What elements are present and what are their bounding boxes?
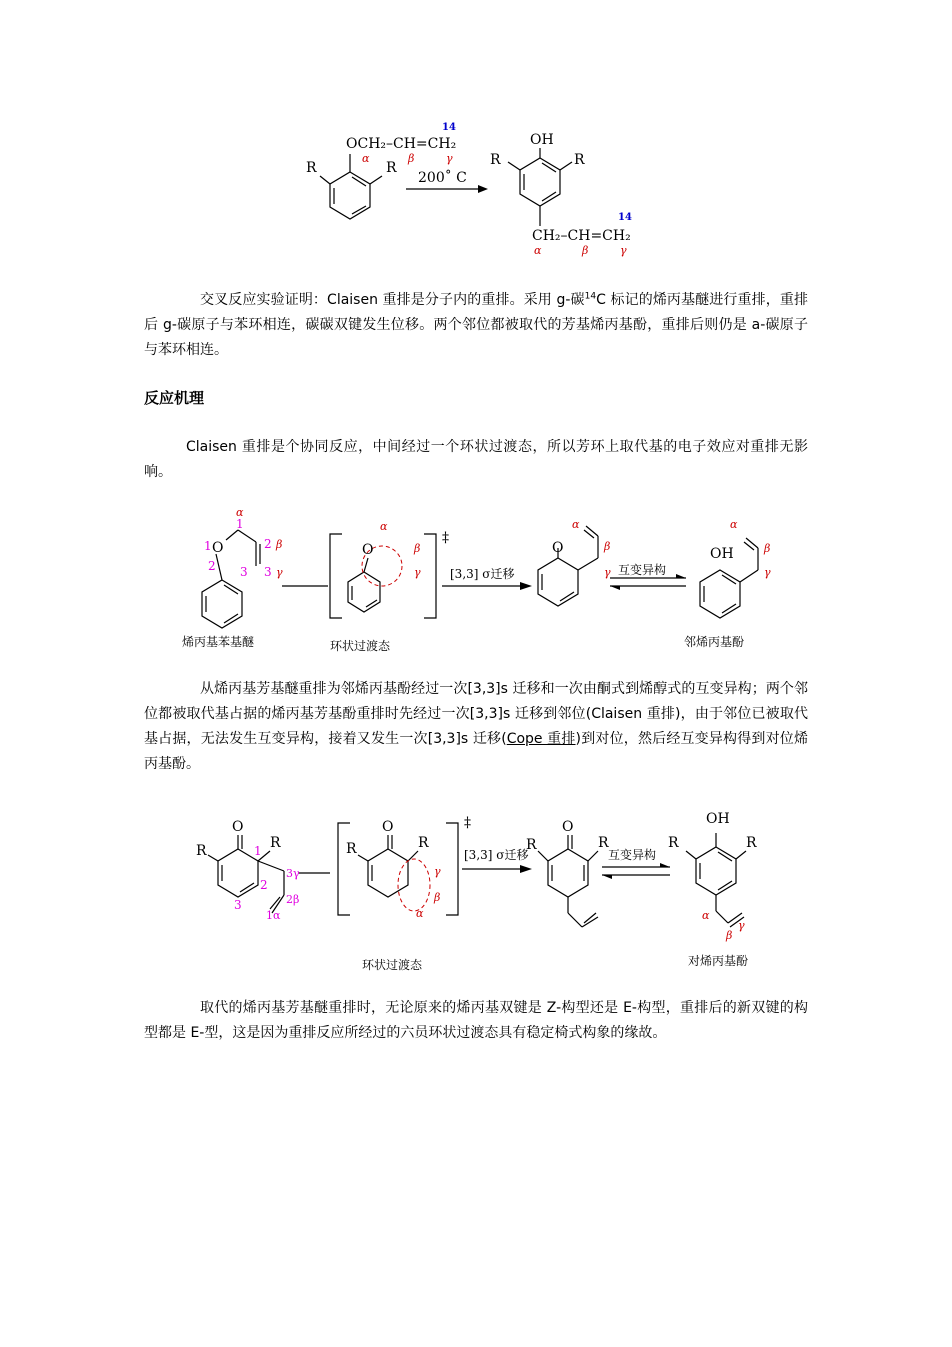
caption-transition-state: 环状过渡态 — [330, 639, 391, 653]
shift-label: [3,3] σ迁移 — [450, 567, 515, 581]
oxygen-ts: O — [362, 542, 374, 558]
gamma-right: γ — [620, 244, 627, 257]
paragraph-e-configuration: 取代的烯丙基芳基醚重排时，无论原来的烯丙基双键是 Z-构型还是 E-构型，重排后的新双键的构型都是 E-型，这是因为重排反应所经过的六员环状过渡态具有稳定椅式构象的缘故。 — [144, 1000, 808, 1041]
beta-left: β — [276, 538, 283, 551]
paragraph1-part-b: C 标记的烯丙基醚进行重排，重排后 g-碳原子与苯环相连，碳碳双键发生位移。两个邻位都被取代的芳基烯丙基酚，重排后则仍是 a-碳原子与苯环相连。 — [144, 292, 808, 358]
oxygen-left: O — [212, 540, 224, 556]
num-1-o: 1 — [204, 539, 212, 553]
alpha-ketone: α — [572, 518, 580, 531]
gamma-phenol: γ — [764, 566, 771, 579]
num-3-right: 3 — [264, 565, 272, 579]
beta-left: β — [408, 152, 415, 165]
section-heading-mechanism: 反应机理 — [144, 389, 205, 407]
num-2: 2 — [260, 878, 268, 892]
num-1-top: 1 — [236, 517, 244, 531]
gamma-left: γ — [276, 566, 283, 579]
cope-link[interactable]: Cope 重排 — [506, 731, 576, 747]
r-ts-b: R — [418, 835, 429, 851]
oxygen-ts: O — [382, 819, 394, 835]
shift-label: [3,3] σ迁移 — [464, 848, 529, 862]
gamma-ts: γ — [414, 566, 421, 579]
r-prod-a: R — [526, 837, 537, 853]
ether-substituent: OCH₂–CH=CH₂ — [346, 136, 457, 152]
gamma-ts: γ — [434, 865, 441, 878]
gamma-phenol: γ — [738, 919, 745, 932]
label-1-alpha: 1α — [266, 909, 281, 922]
double-dagger: ‡ — [442, 530, 449, 546]
reaction-condition: 200˚ C — [418, 170, 467, 186]
beta-phenol: β — [764, 542, 771, 555]
paragraph3-part-a: 从烯丙基芳基醚重排为邻烯丙基酚经过一次[3,3]s 迁移和一次由酮式到烯醇式的互变异构；两个邻位都被取代基占据的烯丙基芳基酚重排时先经过一次[3,3]s 迁移到邻位(Claisen 重排)，由于邻位已被取代基占据，无法发生互变异构，接着又发生一次[3,3]s 迁移( — [144, 681, 808, 747]
oxygen-product: O — [562, 819, 574, 835]
oh-label: OH — [710, 546, 734, 562]
alpha-phenol: α — [702, 909, 710, 922]
beta-ts: β — [414, 542, 421, 555]
beta-ts: β — [434, 891, 441, 904]
r-phenol-a: R — [668, 835, 679, 851]
r-right-2: R — [574, 152, 585, 168]
figure-claisen-para-rearrangement — [290, 110, 670, 260]
r-prod-b: R — [598, 835, 609, 851]
num-2-right: 2 — [264, 537, 272, 551]
isotope-superscript: 14 — [584, 291, 597, 302]
r-1b: R — [270, 835, 281, 851]
paragraph-concerted-reaction: Claisen 重排是个协同反应，中间经过一个环状过渡态，所以芳环上取代基的电子效应对重排无影响。 — [144, 439, 808, 480]
r-ts-a: R — [346, 841, 357, 857]
r-phenol-b: R — [746, 835, 757, 851]
r-right-1: R — [490, 152, 501, 168]
alpha-right: α — [534, 244, 542, 257]
label-14-left: 14 — [442, 122, 456, 133]
num-3: 3 — [234, 898, 242, 912]
double-dagger: ‡ — [464, 815, 471, 831]
tautomer-label: 互变异构 — [608, 848, 657, 862]
beta-phenol: β — [726, 929, 733, 942]
alpha-ts: α — [416, 907, 424, 920]
caption-transition-state: 环状过渡态 — [362, 958, 423, 972]
r-1a: R — [196, 843, 207, 859]
r-left-2: R — [386, 160, 397, 176]
num-2-ring: 2 — [208, 559, 216, 573]
tautomer-label: 互变异构 — [618, 563, 667, 577]
gamma-left: γ — [446, 152, 453, 165]
alpha-left: α — [362, 152, 370, 165]
paragraph3-part-b: )到对位，然后经互变异构得到对位烯丙基酚。 — [144, 731, 808, 772]
paragraph1-part-a: 交叉反应实验证明：Claisen 重排是分子内的重排。采用 g-碳 — [200, 292, 585, 308]
figure-claisen-mechanism — [170, 500, 790, 660]
alpha-top: α — [236, 506, 244, 519]
paragraph-crossover-experiment — [144, 288, 808, 363]
alpha-ts: α — [380, 520, 388, 533]
product-substituent: CH₂–CH=CH₂ — [532, 228, 631, 244]
caption-p-allylphenol: 对烯丙基酚 — [688, 954, 749, 968]
oxygen-1: O — [232, 819, 244, 835]
beta-right: β — [582, 244, 589, 257]
alpha-phenol: α — [730, 518, 738, 531]
paragraph-cope-rearrangement — [144, 677, 808, 777]
oh-label: OH — [706, 811, 730, 827]
oxygen-ketone: O — [552, 540, 564, 556]
oh-label: OH — [530, 132, 554, 148]
num-1: 1 — [254, 844, 262, 858]
num-3-ring: 3 — [240, 565, 248, 579]
beta-ketone: β — [604, 540, 611, 553]
label-2-beta: 2β — [286, 893, 300, 906]
figure-para-claisen-mechanism — [190, 805, 770, 975]
caption-o-allylphenol: 邻烯丙基酚 — [684, 635, 745, 649]
r-left-1: R — [306, 160, 317, 176]
gamma-ketone: γ — [604, 566, 611, 579]
caption-allyl-phenyl-ether: 烯丙基苯基醚 — [182, 635, 255, 649]
label-3-gamma: 3γ — [286, 867, 300, 880]
label-14-right: 14 — [618, 212, 632, 223]
